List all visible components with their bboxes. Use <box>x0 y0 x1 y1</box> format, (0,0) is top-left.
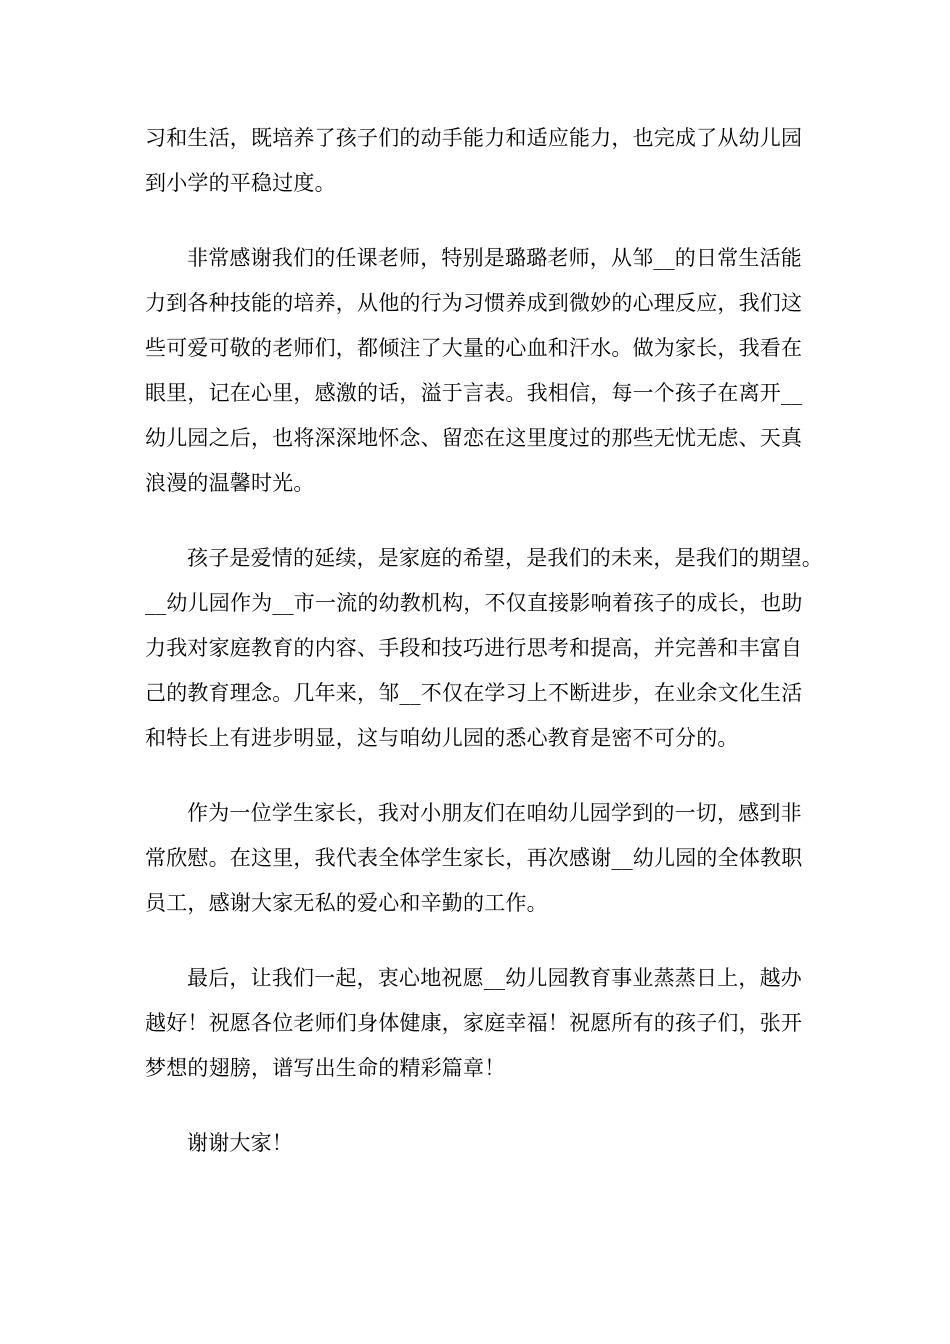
text-line: 幼儿园之后，也将深深地怀念、留恋在这里度过的那些无忧无虑、天真 <box>145 426 803 450</box>
text-line: 非常感谢我们的任课老师，特别是璐璐老师，从邹__的日常生活能 <box>187 246 802 270</box>
text-line: 常欣慰。在这里，我代表全体学生家长，再次感谢__幼儿园的全体教职 <box>145 846 803 870</box>
paragraph-6-closing <box>145 1121 805 1166</box>
text-line: 习和生活，既培养了孩子们的动手能力和适应能力，也完成了从幼儿园 <box>145 126 803 150</box>
text-line: 员工，感谢大家无私的爱心和辛勤的工作。 <box>145 891 548 915</box>
text-line: 梦想的翅膀，谱写出生命的精彩篇章！ <box>145 1056 506 1080</box>
text-line: 力我对家庭教育的内容、手段和技巧进行思考和提高，并完善和丰富自 <box>145 636 803 660</box>
text-line: 作为一位学生家长，我对小朋友们在咱幼儿园学到的一切，感到非 <box>187 801 802 825</box>
text-line: 越好！祝愿各位老师们身体健康，家庭幸福！祝愿所有的孩子们，张开 <box>145 1011 803 1035</box>
text-line: 谢谢大家！ <box>187 1131 293 1155</box>
text-line: 孩子是爱情的延续，是家庭的希望，是我们的未来，是我们的期望。 <box>187 546 823 570</box>
text-line: 和特长上有进步明显，这与咱幼儿园的悉心教育是密不可分的。 <box>145 726 739 750</box>
text-line: __幼儿园作为__市一流的幼教机构，不仅直接影响着孩子的成长，也助 <box>145 591 803 615</box>
text-line: 些可爱可敬的老师们，都倾注了大量的心血和汗水。做为家长，我看在 <box>145 336 803 360</box>
paragraph-5 <box>145 956 805 1091</box>
text-line: 眼里，记在心里，感激的话，溢于言表。我相信，每一个孩子在离开__ <box>145 381 803 405</box>
paragraph-4 <box>145 791 805 926</box>
document-body <box>145 116 823 1166</box>
text-line: 最后，让我们一起，衷心地祝愿__幼儿园教育事业蒸蒸日上，越办 <box>187 966 802 990</box>
paragraph-2 <box>145 236 805 506</box>
text-line: 己的教育理念。几年来，邹__不仅在学习上不断进步，在业余文化生活 <box>145 681 803 705</box>
paragraph-1 <box>145 116 805 206</box>
text-line: 力到各种技能的培养，从他的行为习惯养成到微妙的心理反应，我们这 <box>145 291 803 315</box>
paragraph-3 <box>145 536 823 761</box>
text-line: 浪漫的温馨时光。 <box>145 471 315 495</box>
text-line: 到小学的平稳过度。 <box>145 171 336 195</box>
